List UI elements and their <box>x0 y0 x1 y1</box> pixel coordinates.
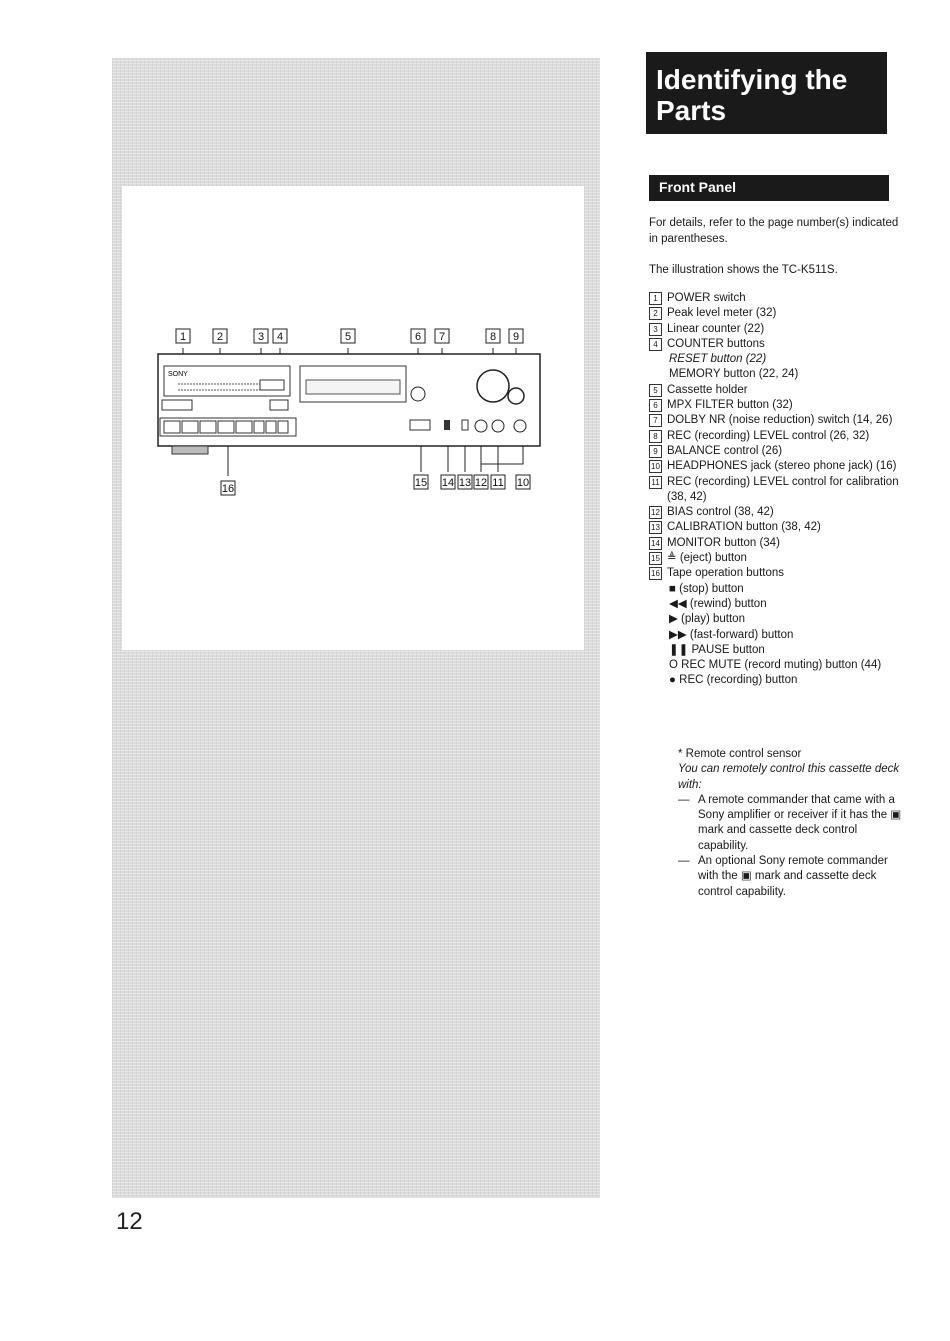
part-number-box: 10 <box>649 460 662 473</box>
section-header <box>649 175 889 201</box>
callout-number: 14 <box>441 477 455 489</box>
remote-lead: You can remotely control this cassette deck with: <box>678 763 900 791</box>
part-label: ● REC (recording) button <box>669 674 798 687</box>
callout-number: 6 <box>414 331 422 343</box>
part-item <box>649 306 909 321</box>
part-item <box>649 566 909 581</box>
part-label: ❚❚ PAUSE button <box>669 643 765 656</box>
remote-item-text: A remote commander that came with a Sony amplifier or receiver if it has the ▣ mark and cassette deck control capability. <box>698 793 902 852</box>
part-label: Tape operation buttons <box>667 567 785 580</box>
part-label: REC (recording) LEVEL control for calibration (38, 42) <box>667 475 899 503</box>
part-label: Linear counter (22) <box>667 322 765 335</box>
part-number-box: 13 <box>649 521 662 534</box>
callout-number: 5 <box>344 331 352 343</box>
part-number-box: 7 <box>649 414 662 427</box>
callout-number: 4 <box>276 331 284 343</box>
part-item <box>649 291 909 306</box>
remote-note <box>678 747 908 900</box>
part-label: COUNTER buttons <box>667 337 765 350</box>
part-label: Cassette holder <box>667 383 748 396</box>
parts-list <box>649 291 909 689</box>
part-label: ▶ (play) button <box>669 613 745 626</box>
part-number-box: 1 <box>649 292 662 305</box>
section-title: Front Panel <box>659 179 737 195</box>
part-label: MEMORY button (22, 24) <box>669 368 799 381</box>
title-box <box>646 52 887 134</box>
part-label: ◀◀ (rewind) button <box>669 597 767 610</box>
callout-number: 3 <box>257 331 265 343</box>
part-item <box>649 444 909 459</box>
model-note: The illustration shows the TC-K511S. <box>649 264 838 276</box>
part-label: HEADPHONES jack (stereo phone jack) (16) <box>667 460 897 473</box>
callout-number: 16 <box>221 483 235 495</box>
part-label: BIAS control (38, 42) <box>667 506 774 519</box>
callout-number: 11 <box>492 477 504 489</box>
part-number-box: 8 <box>649 430 662 443</box>
part-item <box>649 459 909 474</box>
callout-number: 1 <box>179 331 187 343</box>
remote-item-text: An optional Sony remote commander with the ▣ mark and cassette deck control capability. <box>698 855 888 898</box>
front-panel-illustration <box>148 318 548 518</box>
part-number-box: 2 <box>649 307 662 320</box>
callout-number: 10 <box>516 477 530 489</box>
part-number-box: 11 <box>649 476 662 489</box>
part-item <box>649 505 909 520</box>
part-item <box>649 520 909 535</box>
part-subitem <box>669 658 909 673</box>
part-item <box>649 383 909 398</box>
dash-marker: — <box>678 855 690 868</box>
part-number-box: 3 <box>649 323 662 336</box>
part-label: ▶▶ (fast-forward) button <box>669 628 794 641</box>
part-label: O REC MUTE (record muting) button (44) <box>669 659 882 672</box>
part-subitem <box>669 367 909 382</box>
callout-number: 7 <box>438 331 446 343</box>
callout-number: 15 <box>414 477 428 489</box>
part-number-box: 15 <box>649 552 662 565</box>
callout-number: 13 <box>458 477 472 489</box>
callout-number: 9 <box>512 331 520 343</box>
callout-number: 12 <box>474 477 488 489</box>
callout-number: 8 <box>489 331 497 343</box>
part-label: DOLBY NR (noise reduction) switch (14, 26) <box>667 414 893 427</box>
part-subitem <box>669 612 909 627</box>
part-number-box: 6 <box>649 399 662 412</box>
part-number-box: 14 <box>649 537 662 550</box>
part-label: ■ (stop) button <box>669 582 744 595</box>
part-item <box>649 551 909 566</box>
part-item <box>649 475 909 506</box>
callout-number: 2 <box>216 331 224 343</box>
remote-item <box>678 793 908 854</box>
part-item <box>649 337 909 352</box>
part-item <box>649 398 909 413</box>
brand-logo: SONY <box>168 371 188 378</box>
part-subitem <box>669 582 909 597</box>
part-subitem <box>669 628 909 643</box>
part-label: REC (recording) LEVEL control (26, 32) <box>667 429 870 442</box>
part-label: BALANCE control (26) <box>667 444 783 457</box>
part-subitem <box>669 643 909 658</box>
remote-heading: * Remote control sensor <box>678 748 802 760</box>
part-subitem <box>669 352 909 367</box>
part-number-box: 12 <box>649 506 662 519</box>
part-item <box>649 413 909 428</box>
dash-marker: — <box>678 793 690 806</box>
part-number-box: 9 <box>649 445 662 458</box>
part-label: POWER switch <box>667 292 746 304</box>
part-label: MONITOR button (34) <box>667 536 780 549</box>
part-label: ≜ (eject) button <box>667 552 747 565</box>
remote-item <box>678 854 908 900</box>
part-number-box: 16 <box>649 567 662 580</box>
page-number: 12 <box>116 1208 143 1235</box>
part-item <box>649 536 909 551</box>
cassette-deck-drawing <box>148 318 548 518</box>
part-number-box: 4 <box>649 338 662 351</box>
part-subitem <box>669 673 909 688</box>
part-number-box: 5 <box>649 384 662 397</box>
part-label: CALIBRATION button (38, 42) <box>667 521 821 534</box>
part-item <box>649 429 909 444</box>
part-subitem <box>669 597 909 612</box>
intro-paragraph: For details, refer to the page number(s) indicated in parentheses. <box>649 217 899 245</box>
part-label: MPX FILTER button (32) <box>667 399 793 412</box>
page-title: Identifying the Parts <box>656 64 848 126</box>
part-item <box>649 322 909 337</box>
part-label: Peak level meter (32) <box>667 307 777 320</box>
part-label: RESET button (22) <box>669 353 767 366</box>
